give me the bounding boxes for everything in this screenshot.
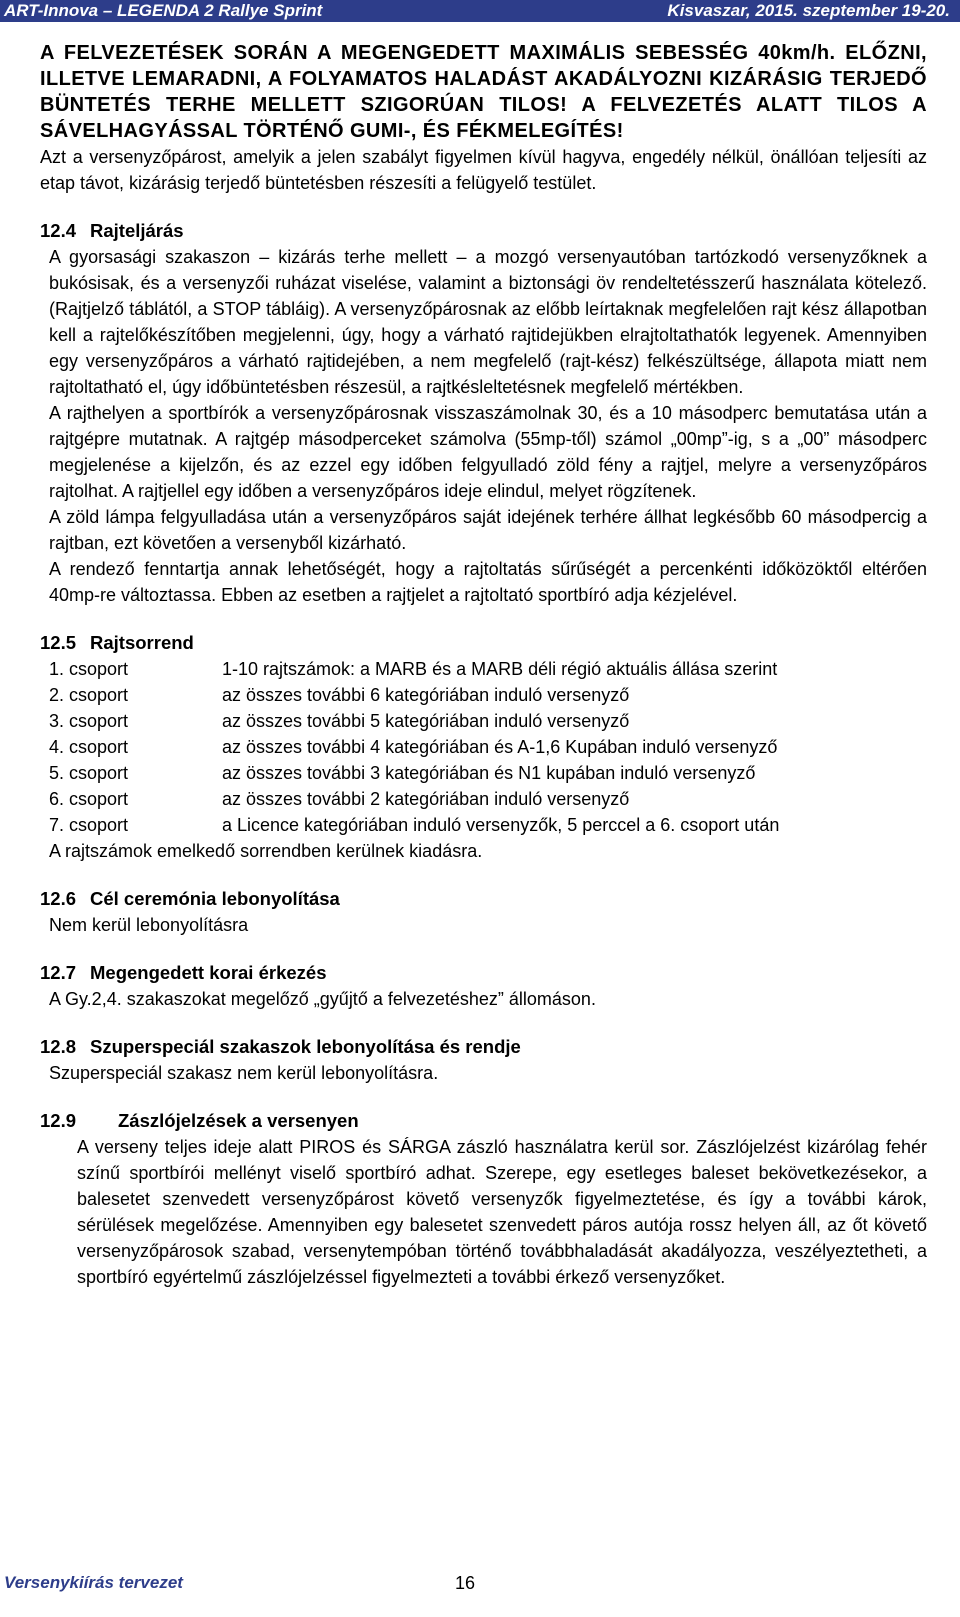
section-12-4 [40, 218, 927, 608]
group-desc: a Licence kategóriában induló versenyzők, 5 perccel a 6. csoport után [222, 815, 780, 835]
table-row [49, 682, 779, 708]
section-number: 12.6 [40, 888, 77, 909]
paragraph: A rajthelyen a sportbírók a versenyzőpárosnak visszaszámolnak 30, és a 10 másodperc bemutatása után a rajtgépre mutatnak. A rajtgép másodperceket számolva (55mp-től) számol „00mp”-ig, s a „00” másodperc megjelenése a kijelzőn, és az ezzel egy időben felgyulladó zöld fény a rajtjel, melyre a versenyzőpáros rajtolhat. A rajtjellel egy időben a versenyzőpáros ideje elindul, melyet rögzítenek. [49, 403, 927, 501]
group-label: 2. csoport [49, 685, 129, 705]
speed-limit-notice: A FELVEZETÉSEK SORÁN A MEGENGEDETT MAXIMÁLIS SEBESSÉG 40km/h. ELŐZNI, ILLETVE LEMARADNI, A FOLYAMATOS HALADÁST AKADÁLYOZNI KIZÁRÁSIG TERJEDŐ BÜNTETÉS TERHE MELLETT SZIGORÚAN TILOS! A FELVEZETÉS ALATT TILOS A SÁVELHAGYÁSSAL TÖRTÉNŐ GUMI-, ÉS FÉKMELEGÍTÉS! [40, 42, 927, 142]
table-row [49, 760, 779, 786]
section-title: Zászlójelzések a versenyen [118, 1110, 359, 1131]
section-title: Rajtsorrend [90, 632, 194, 653]
page-number: 16 [455, 1573, 476, 1593]
section-12-5 [40, 630, 927, 864]
paragraph: A gyorsasági szakaszon – kizárás terhe mellett – a mozgó versenyautóban tartózkodó versenyzőknek a bukósisak, és a versenyzői ruházat viselése, valamint a biztonsági öv rendeltetésszerű használata kötelező. (Rajtjelző táblától, a STOP tábláig). A versenyzőpárosnak az előbb leírtaknak megfelelően rajt kész állapotban kell a rajtelőkészítőben megjelenni, úgy, hogy a várható rajtidejükben elrajtoltathatók legyenek. Amennyiben egy versenyzőpáros a várható rajtidejében, a nem megfelelő (rajt-kész) felkészültsége, állapota miatt nem rajtoltatható el, úgy időbüntetésben részesül, a rajtkésleltetésnek megfelelő mértékben. [49, 247, 927, 397]
section-heading [40, 960, 927, 986]
section-12-8 [40, 1034, 927, 1086]
section-title: Cél ceremónia lebonyolítása [90, 888, 340, 909]
section-heading [40, 218, 927, 244]
group-desc: 1-10 rajtszámok: a MARB és a MARB déli régió aktuális állása szerint [222, 659, 778, 679]
group-label: 6. csoport [49, 789, 129, 809]
section-heading [40, 630, 927, 656]
section-title: Megengedett korai érkezés [90, 962, 327, 983]
paragraph: A rendező fenntartja annak lehetőségét, hogy a rajtoltatás sűrűségét a percenkénti időközöktől eltérően 40mp-re változtassa. Ebben az esetben a rajtjelet a rajtoltató sportbíró adja kézjelével. [49, 559, 927, 605]
page-header [0, 0, 960, 22]
section-number: 12.8 [40, 1036, 77, 1057]
table-row [49, 708, 779, 734]
paragraph: A verseny teljes ideje alatt PIROS és SÁRGA zászló használatra kerül sor. Zászlójelzést kizárólag fehér színű sportbírói mellényt viselő sportbíró adhat. Szerepe, egy esetleges baleset bekövetkezésekor, a balesetet szenvedett versenyzőpárost követő versenyzők figyelmeztetése, és így a további károk, sérülések megelőzése. Amennyiben egy balesetet szenvedett páros autója rossz helyen áll, az őt követő versenyzőpárosok szabad, versenytempóban történő továbbhaladását akadályozza, veszélyeztetheti, a sportbíró egyértelmű zászlójelzéssel figyelmezteti a további érkező versenyzőket. [77, 1137, 927, 1287]
footer-document-label: Versenykiírás tervezet [4, 1573, 183, 1592]
group-label: 4. csoport [49, 737, 129, 757]
group-label: 5. csoport [49, 763, 129, 783]
header-event-title: ART-Innova – LEGENDA 2 Rallye Sprint [4, 1, 323, 20]
table-row [49, 786, 779, 812]
start-order-table [49, 656, 779, 838]
table-row [49, 656, 779, 682]
table-row [49, 734, 779, 760]
header-location-date: Kisvaszar, 2015. szeptember 19-20. [667, 1, 950, 20]
table-row [49, 812, 779, 838]
paragraph: Szuperspeciál szakasz nem kerül lebonyolításra. [49, 1063, 439, 1083]
page-content [40, 40, 927, 1290]
section-number: 12.5 [40, 632, 77, 653]
group-label: 3. csoport [49, 711, 129, 731]
group-desc: az összes további 6 kategóriában induló versenyző [222, 685, 630, 705]
section-heading [40, 1034, 927, 1060]
intro-paragraph: Azt a versenyzőpárost, amelyik a jelen szabályt figyelmen kívül hagyva, engedély nélkül, önállóan teljesíti az etap távot, kizárásig terjedő büntetésben részesíti a felügyelő testület. [40, 147, 927, 193]
section-title: Rajteljárás [90, 220, 184, 241]
section-heading [40, 886, 927, 912]
section-heading [40, 1108, 927, 1134]
group-desc: az összes további 5 kategóriában induló versenyző [222, 711, 630, 731]
section-title: Szuperspeciál szakaszok lebonyolítása és rendje [90, 1036, 521, 1057]
paragraph: A Gy.2,4. szakaszokat megelőző „gyűjtő a felvezetéshez” állomáson. [49, 989, 596, 1009]
paragraph: Nem kerül lebonyolításra [49, 915, 249, 935]
start-order-note: A rajtszámok emelkedő sorrendben kerülnek kiadásra. [49, 841, 483, 861]
group-desc: az összes további 4 kategóriában és A-1,6 Kupában induló versenyző [222, 737, 778, 757]
group-label: 1. csoport [49, 659, 129, 679]
group-label: 7. csoport [49, 815, 129, 835]
section-12-7 [40, 960, 927, 1012]
section-number: 12.7 [40, 962, 77, 983]
section-number: 12.4 [40, 220, 77, 241]
section-12-9 [40, 1108, 927, 1290]
paragraph: A zöld lámpa felgyulladása után a versenyzőpáros saját idejének terhére állhat legkésőbb 60 másodpercig a rajtban, ezt követően a versenyből kizárható. [49, 507, 927, 553]
group-desc: az összes további 3 kategóriában és N1 kupában induló versenyző [222, 763, 756, 783]
group-desc: az összes további 2 kategóriában induló versenyző [222, 789, 630, 809]
section-number: 12.9 [40, 1110, 77, 1131]
section-12-6 [40, 886, 927, 938]
